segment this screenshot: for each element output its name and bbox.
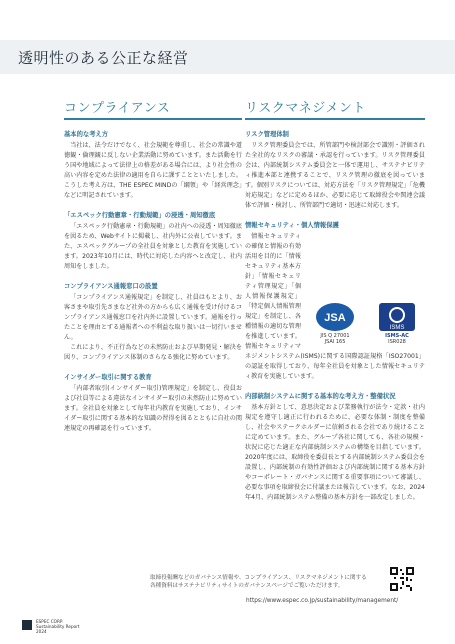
code-heading: 「エスペック行動憲章・行動規範」の浸透・周知徹底 [64,212,216,219]
espec-logo-icon [22,620,32,630]
infosec-block [245,232,425,392]
report-name: Sustainability Report [36,624,80,629]
basic-heading: 基本的な考え方 [64,131,109,138]
code-paragraph: 「エスペック行動憲章・行動規範」の社内への浸透・周知徹底を図るため、Webサイトに掲載し、社内外に公表しています。また、エスペックグループの全社員を対象とした教育を実施しています。2023年10月には、時代に対応した内容へと改定し、社内周知をしました。 [64,223,242,270]
certification-logos [307,302,425,345]
risk-system-paragraph: リスク管理委員会では、所管部門や検討部会で識別・評価された全社的なリスクの審議・承認を行っています。リスク管理委員会は、内部統制システム委員会と一体で運用し、サステナビリティ推進本部と連携することで、リスク管理の徹底を図っています。個別リスクについては、対応方法を「リスク管理規定」「危機対応規定」などに定めるほか、必要に応じて取締役会や関連会議体で評価・検討し、所管部門で適切・迅速に対応します。 [245,142,425,209]
section-rule [245,118,425,120]
internal-control-paragraph: 基本方針として、意思決定および業務執行が法令・定款・社内規定を遵守し適正に行われるために、必要な体制・制度を整備し、社会やステークホルダーに信頼される会社であり続けることに定めています。また、グループ各社に関しても、各社の規模・状況に応じた適正な内部統制システムの構築を目指しています。2020年度には、取締役を委員長とする内部統制システム委員会を設置し、内部統制の有効性評価および内部統制に関する基本方針やコーポレート・ガバナンスに関する重要事項について審議し、必要な事項を取締役会に付議または報告しています。なお、2024年4月、内部統制システム整備の基本方針を一部改定しました。 [245,404,425,501]
jsa-caption-2: JSAI 165 [324,339,346,345]
risk-system-heading: リスク管理体制 [245,131,289,138]
internal-control-heading: 内部統制システムに関する基本的な考え方・整備状況 [245,393,396,400]
compliance-heading: コンプライアンス [64,101,171,116]
jsa-logo [307,302,363,345]
report-label [36,619,80,634]
sustainability-url[interactable]: https://www.espec.co.jp/sustainability/management/ [246,598,399,604]
jsa-name: JSA [324,312,346,324]
report-company: ESPEC CORP. [36,619,64,624]
isms-caption-2: ISR028 [388,339,406,345]
page-title-band [0,40,455,74]
jsa-caption-1: JIS Q 27001 [320,333,350,339]
infosec-heading: 情報セキュリティ・個人情報保護 [245,222,339,229]
qr-code-icon[interactable] [390,567,414,591]
page-title: 透明性のある公正な経営 [18,49,189,67]
infosec-paragraph: 情報セキュリティの確保と情報の有効活用を目的に「情報セキュリティ基本方針」「情報セキュリティ管理規定」「個人情報保護規定」「特定個人情報管理規定」を制定し、各種情報の適切な管理を推進しています。情報セキュリティマネジメントシステム(ISMS)に関する国際認証規格「ISO27001」の認証を取得しており、毎年全社員を対象とした情報セキュリティ教育を実施しています。 [245,233,425,380]
governance-note: 取締役報酬などのガバナンス情報や、コンプライアンス、リスクマネジメントに関する各種資料はサステナビリティサイトのガバナンスページでご覧いただけます。 [150,575,367,589]
risk-column [245,101,425,513]
compliance-column [64,101,242,444]
isms-mark-icon [377,302,417,332]
hotline-paragraph-2: これにより、不正行為などの未然防止および早期発見・解決を図り、コンプライアンス体制のさらなる強化に努めています。 [64,344,242,361]
hotline-paragraph-1: 「コンプライアンス通報規定」を制定し、社員はもとより、お客さまや取引先さまなど社外の方からも広く通報を受け付けるコンプライアンス通報窓口を社内外に設置しています。通報を行ったことを理由とする通報者への不利益な取り扱いは一切行いません。 [64,294,242,341]
isms-name: ISMS [389,325,405,331]
risk-heading: リスクマネジメント [245,101,366,116]
report-year: 2024 [36,629,47,634]
section-rule [64,118,242,120]
isms-caption-1: ISMS-AC [385,333,409,339]
insider-heading: インサイダー取引に関する教育 [64,374,152,381]
insider-paragraph: 「内部者取引(インサイダー取引)管理規定」を制定し、役員および社員等による違法なインサイダー取引の未然防止に努めています。全社員を対象として毎年社内教育を実施しており、インサイダー取引に関する基本的な知識の習得を図るとともに自社の関連規定の再確認を行っています。 [64,385,242,432]
isms-logo [369,302,425,345]
hotline-heading: コンプライアンス通報窓口の設置 [64,283,158,290]
jsa-mark-icon [315,302,355,332]
basic-paragraph: 当社は、法令だけでなく、社会規範を尊重し、社会の常識や道徳観・倫理観に反しない企業活動に努めています。また活動を行う国や地域によって法律上の格差がある場合には、より社会性の高い内容を定めた法律の適用を自らに課すことといたしました。こうした考え方は、THE ESPEC MINDの「綱領」や「経営理念」などに明記されています。 [64,142,242,199]
